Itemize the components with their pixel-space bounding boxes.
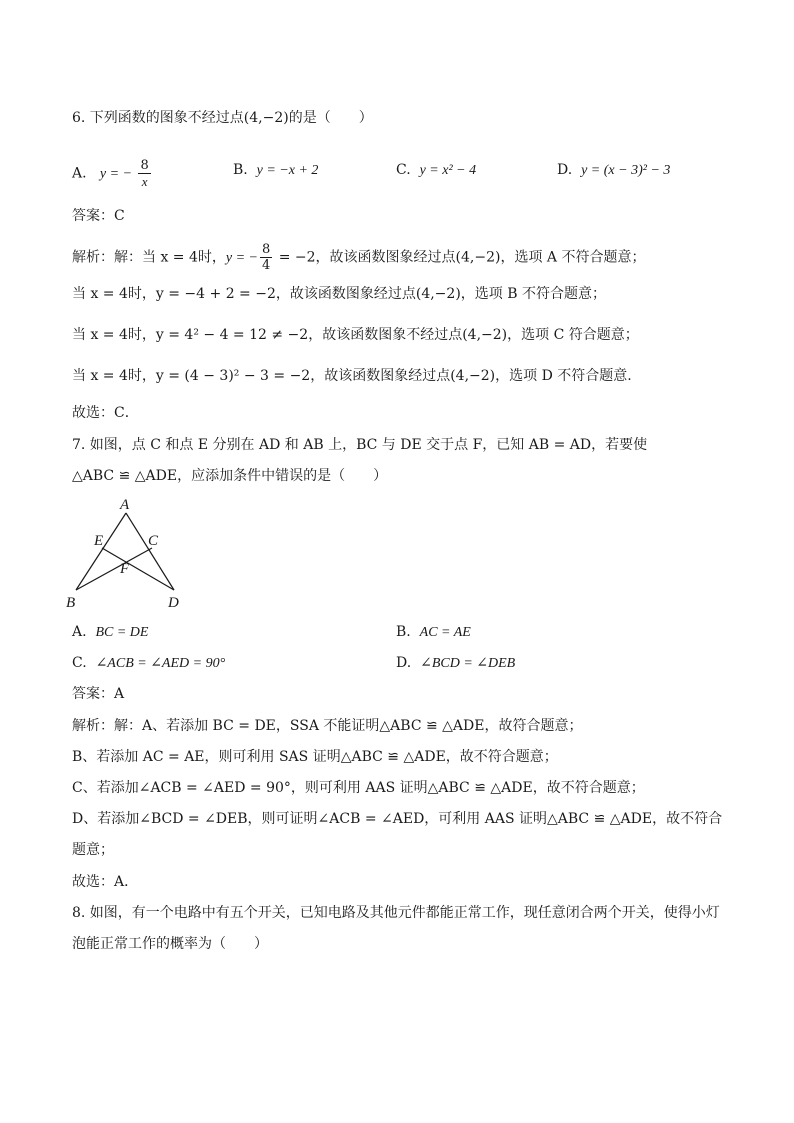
segment-bc (76, 548, 152, 590)
q6-analysis-1-pre: 解析：解：当 x = 4时， (72, 249, 226, 266)
triangle-diagram (64, 495, 194, 613)
segment-ad (126, 513, 174, 590)
q7-option-b-expr: AC = AE (419, 625, 471, 640)
q7-option-b (396, 622, 471, 643)
q6-option-d-label: D. (557, 162, 573, 178)
q7-option-d-label: D. (396, 655, 412, 671)
q6-stem: 6. 下列函数的图象不经过点(4,−2)的是（ ） (72, 110, 373, 126)
q7-conclusion: 故选：A． (72, 874, 139, 890)
q7-option-a-expr: BC = DE (95, 625, 149, 640)
q6-option-c (396, 160, 476, 181)
q6-analysis-line-1 (72, 242, 645, 273)
q6-option-d-expr: y = (x − 3)² − 3 (581, 163, 671, 178)
q7-answer: 答案：A (72, 686, 125, 702)
q7-stem-line-2: △ABC ≌ △ADE，应添加条件中错误的是（ ） (72, 468, 388, 484)
q7-option-c-label: C. (72, 655, 87, 671)
label-d: D (168, 595, 179, 611)
q6-answer: 答案：C (72, 208, 125, 224)
q6-option-b-label: B. (233, 162, 248, 178)
q6-analysis-1-denominator: 4 (262, 258, 271, 273)
q7-option-c (72, 653, 225, 674)
q7-analysis-line-4: D、若添加∠BCD = ∠DEB，则可证明∠ACB = ∠AED，可利用 AAS 证明△ABC ≌ △ADE，故不符合 (72, 811, 723, 827)
q6-analysis-1-numerator: 8 (262, 242, 271, 257)
q6-option-a (72, 158, 153, 189)
q7-analysis-line-2: B、若添加 AC = AE，则可利用 SAS 证明△ABC ≌ △ADE，故不符合题意； (72, 749, 558, 765)
q6-option-a-fraction (138, 158, 150, 189)
q8-stem-line-2: 泡能正常工作的概率为（ ） (72, 936, 268, 952)
q8-stem-line-1: 8. 如图，有一个电路中有五个开关，已知电路及其他元件都能正常工作，现任意闭合两个开关，使得小灯 (72, 905, 720, 921)
q6-analysis-line-4: 当 x = 4时，y = (4 − 3)² − 3 = −2，故该函数图象经过点(4,−2)，选项 D 不符合题意. (72, 368, 632, 384)
q6-option-a-expr: y = − (99, 166, 133, 182)
q6-analysis-1-expr: y = − (225, 250, 258, 266)
q7-stem-line-1: 7. 如图，点 C 和点 E 分别在 AD 和 AB 上，BC 与 DE 交于点 F，已知 AB = AD，若要使 (72, 437, 648, 453)
q7-option-d-expr: ∠BCD = ∠DEB (420, 656, 516, 671)
q6-conclusion: 故选：C． (72, 405, 139, 421)
segment-ab (76, 513, 126, 590)
q7-option-d (396, 653, 515, 674)
q6-option-d (557, 160, 670, 181)
q6-analysis-1-post: = −2，故该函数图象经过点(4,−2)，选项 A 不符合题意； (274, 249, 646, 266)
q6-option-b (233, 160, 318, 181)
q7-option-a-label: A. (72, 624, 87, 640)
q7-option-a (72, 622, 148, 643)
q6-analysis-1-fraction (260, 242, 272, 273)
label-f: F (120, 561, 130, 577)
q7-analysis-line-5: 题意； (72, 842, 114, 858)
label-b: B (66, 595, 76, 611)
q6-option-c-label: C. (396, 162, 411, 178)
q6-analysis-line-3: 当 x = 4时，y = 4² − 4 = 12 ≠ −2，故该函数图象不经过点(4,−2)，选项 C 符合题意； (72, 327, 639, 343)
q6-option-a-numerator: 8 (140, 158, 149, 173)
label-e: E (94, 533, 104, 549)
q6-option-b-expr: y = −x + 2 (256, 163, 319, 178)
q6-option-a-label: A. (72, 165, 87, 182)
q6-analysis-line-2: 当 x = 4时，y = −4 + 2 = −2，故该函数图象经过点(4,−2)，选项 B 不符合题意； (72, 286, 606, 302)
label-c: C (148, 533, 159, 549)
q7-option-b-label: B. (396, 624, 411, 640)
q6-option-a-denominator: x (141, 174, 148, 189)
q7-analysis-line-3: C、若添加∠ACB = ∠AED = 90°，则可利用 AAS 证明△ABC ≌ △ADE，故不符合题意； (72, 780, 645, 796)
q7-analysis-line-1: 解析：解：A、若添加 BC = DE，SSA 不能证明△ABC ≌ △ADE，故符合题意； (72, 718, 583, 734)
q6-option-c-expr: y = x² − 4 (419, 163, 477, 178)
q7-option-c-expr: ∠ACB = ∠AED = 90° (95, 656, 226, 671)
label-a: A (120, 497, 130, 513)
